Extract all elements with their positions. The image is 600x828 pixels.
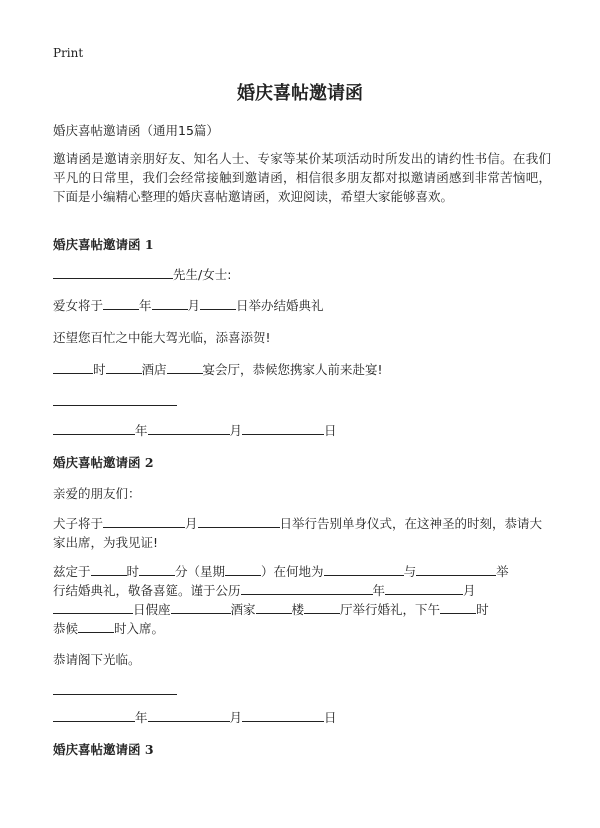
- text-segment: 时: [126, 564, 140, 579]
- text-segment: 日举办结婚典礼: [236, 298, 324, 313]
- blank-field: [242, 421, 324, 435]
- blank-field: [152, 296, 188, 310]
- text-segment: 日举行告别单身仪式，在这神圣的时刻，恭请大家出席，为我见证!: [53, 516, 543, 550]
- text-segment: 行结婚典礼，敬备喜筵。谨于公历: [53, 583, 241, 598]
- text-segment: 日假座: [133, 602, 171, 617]
- print-link[interactable]: Print: [53, 46, 84, 60]
- text-segment: 兹定于: [53, 564, 91, 579]
- date-month: 月: [229, 710, 243, 725]
- letter3-heading: 婚庆喜帖邀请函 3: [53, 742, 154, 757]
- text-segment: 时: [93, 362, 106, 377]
- blank-field: [198, 514, 280, 528]
- text-segment: 时: [476, 602, 489, 617]
- text-segment: 年: [372, 583, 386, 598]
- blank-field: [241, 581, 373, 595]
- letter2-heading: 婚庆喜帖邀请函 2: [53, 455, 154, 470]
- text-segment: 宴会厅，恭候您携家人前来赴宴!: [202, 362, 383, 377]
- letter1-salutation: [53, 265, 551, 284]
- blank-field: [53, 600, 133, 614]
- letter2-para1: [53, 514, 551, 552]
- intro-paragraph: 邀请函是邀请亲朋好友、知名人士、专家等某价某项活动时所发出的请约性书信。在我们平凡的日常里，我们会经常接触到邀请函，相信很多朋友都对拟邀请函感到非常苦恼吧，下面是小编精心整理的婚庆喜帖邀请函，欢迎阅读，希望大家能够喜欢。: [53, 151, 551, 204]
- letter1-line2: 还望您百忙之中能大驾光临，添喜添贺!: [53, 330, 271, 345]
- blank-field: [256, 600, 292, 614]
- date-month: 月: [229, 423, 243, 438]
- blank-field: [53, 360, 93, 374]
- blank-field: [53, 421, 135, 435]
- intro-subtitle: 婚庆喜帖邀请函（通用15篇）: [53, 123, 219, 138]
- text-segment: 酒家: [230, 602, 256, 617]
- text-segment: 月: [463, 583, 476, 598]
- letter2-para2-line3: [53, 600, 551, 619]
- blank-field: [106, 360, 142, 374]
- text-segment: 分（星期: [175, 564, 226, 579]
- signature-line: [53, 405, 177, 406]
- blank-field: [53, 265, 173, 279]
- text-segment: 犬子将于: [53, 516, 104, 531]
- blank-field: [148, 421, 230, 435]
- letter2-date: [53, 708, 551, 727]
- blank-field: [225, 562, 261, 576]
- letter2-para2-line1: [53, 562, 551, 581]
- blank-field: [324, 562, 404, 576]
- blank-field: [200, 296, 236, 310]
- letter1-line1: [53, 296, 551, 315]
- letter2-para2-line4: [53, 619, 551, 638]
- date-year: 年: [135, 710, 148, 725]
- date-day: 日: [324, 423, 337, 438]
- blank-field: [167, 360, 203, 374]
- date-year: 年: [135, 423, 148, 438]
- blank-field: [440, 600, 476, 614]
- blank-field: [103, 296, 139, 310]
- letter1-line3: [53, 360, 551, 379]
- text-segment: 月: [187, 298, 201, 313]
- text-segment: 与: [403, 564, 417, 579]
- text-segment: 厅举行婚礼，下午: [340, 602, 441, 617]
- blank-field: [103, 514, 185, 528]
- signature-line: [53, 694, 177, 695]
- blank-field: [53, 708, 135, 722]
- blank-field: [91, 562, 127, 576]
- text-segment: 恭候: [53, 621, 79, 636]
- blank-field: [171, 600, 231, 614]
- letter1-heading: 婚庆喜帖邀请函 1: [53, 237, 154, 252]
- text-segment: ）在何地为: [261, 564, 324, 579]
- blank-field: [139, 562, 175, 576]
- letter2-para2-line2: [53, 581, 551, 600]
- text-segment: 年: [139, 298, 152, 313]
- salutation-text: 先生/女士:: [173, 267, 232, 282]
- letter1-date: [53, 421, 551, 440]
- blank-field: [148, 708, 230, 722]
- blank-field: [78, 619, 114, 633]
- blank-field: [416, 562, 496, 576]
- text-segment: 月: [185, 516, 198, 531]
- letter2-closing: 恭请阁下光临。: [53, 652, 141, 667]
- date-day: 日: [324, 710, 337, 725]
- letter2-salutation: 亲爱的朋友们：: [53, 486, 141, 501]
- text-segment: 举: [496, 564, 509, 579]
- text-segment: 楼: [291, 602, 305, 617]
- text-segment: 爱女将于: [53, 298, 104, 313]
- blank-field: [304, 600, 340, 614]
- blank-field: [385, 581, 463, 595]
- text-segment: 时入席。: [114, 621, 165, 636]
- blank-field: [242, 708, 324, 722]
- text-segment: 酒店: [141, 362, 167, 377]
- page-title: 婚庆喜帖邀请函: [237, 83, 363, 104]
